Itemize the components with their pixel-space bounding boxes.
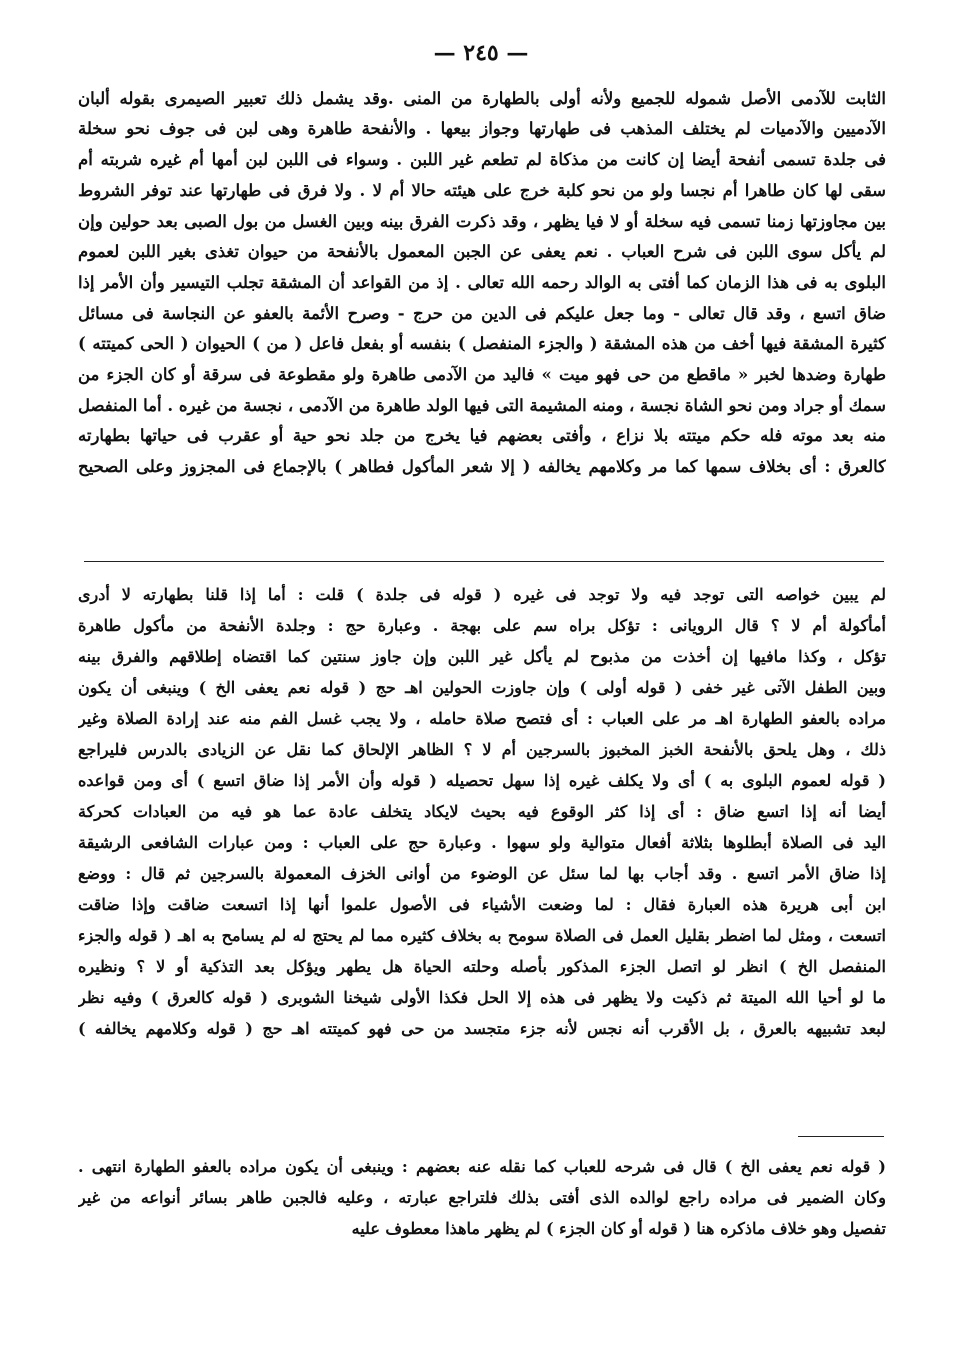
- margin-note-line: وكان الضمير فى مراده راجع لوالده الذى أفتى بذلك فلتراجع عبارته ، وعليه فالجبن طاهر بسائر أنواعه من غير: [78, 1188, 886, 1207]
- main-text-line: الثابت للآدمى الأصل شموله للجميع ولأنه أولى بالطهارة من المنى .وقد يشمل ذلك تعبير الصيمرى بقوله ألبان: [78, 89, 886, 108]
- commentary-line: ما لو أحيا الله الميتة ثم ذكيت ولا يظهر فى هذه إلا الحل فكذا الأولى شيخنا الشوبرى ( قوله كالعرق ) وفيه نظر: [78, 988, 886, 1007]
- commentary-line: لبعد تشبيهه بالعرق ، بل الأقرب أنه نجس لأنه جزء متجسد من حى فهو كميتته اهـ حج ( قوله وكلامهم يخالفه ): [78, 1019, 886, 1038]
- footnote-divider: [798, 1136, 884, 1137]
- commentary-line: ذلك ، وهل يلحق بالأنفحة الخبز المخبوز بالسرجين أم لا ؟ الظاهر الإلحاق كما نقل عن الزيادى بالدرس فليراجع: [78, 740, 886, 759]
- page-number: — ٢٤٥ —: [433, 40, 529, 66]
- section-divider: [84, 561, 884, 562]
- commentary-line: اتسعت ، ومثل لما اضطر بقليل العمل فى الصلاة سومح به بخلاف كثيره مما لم يحتج له لم يسامح به اهـ ( قوله والجزء: [78, 926, 886, 945]
- commentary-line: وبين الطفل الآتى غير خفى ( قوله أولى ) وإن جاوزت الحولين اهـ حج ( قوله نعم يعفى الخ ) وينبغى أن يكون: [78, 678, 886, 697]
- commentary-line: اليد فى الصلاة أبطلوها بثلاثة أفعال متوالية ولو سهوا . وعبارة حج على العباب : ومن عبارات الشافعى الرشيقة: [78, 833, 886, 852]
- main-text-line: منه بعد موته فله حكم ميتته بلا نزاع ، وأفتى بعضهم فيا يخرج من جلد نحو حية أو عقرب فى حياتها بطهارته: [78, 426, 886, 445]
- margin-notes-block: [78, 1152, 886, 1248]
- main-text-line: كثيرة المشقة فيها أخف من هذه المشقة ( والجزء المنفصل ) بنفسه أو بفعل فاعل ( من ) الحيوان ( الحى كميتته ): [78, 334, 886, 353]
- main-text-line: فى جلدة تسمى أنفحة أيضا إن كانت من مذكاة لم تطعم غير اللبن . وسواء فى اللبن لبن أمها أم غيره شربته أم: [78, 150, 886, 169]
- main-text-block: [78, 84, 886, 484]
- main-text-line: طهارة وضدها لخبر « ماقطع من حى فهو ميت » فاليد من الآدمى طاهرة ولو مقطوعة فى سرقة أو كان الجزء من: [78, 365, 886, 384]
- margin-note-line: ( قوله نعم يعفى الخ ) قال فى شرحه للعباب كما نقله عنه بعضهم : وينبغى أن يكون مراده بالعفو الطهارة انتهى .: [78, 1157, 886, 1176]
- commentary-line: تؤكل ، وكذا مافيها إن أخذت من مذبوح لم يأكل غير اللبن وإن جاوز سنتين كما اقتضاه إطلاقهم والفرق بينه: [78, 647, 886, 666]
- commentary-line: إذا ضاق الأمر اتسع . وقد أجاب بها لما سئل عن الوضوء من أوانى الخزف المعمولة بالسرجين ثم قال : ووضع: [78, 864, 886, 883]
- main-text-line: لم يأكل سوى اللبن فى شرح العباب . نعم يعفى عن الجبن المعمول بالأنفحة من حيوان تغذى بغير اللبن لعموم: [78, 242, 886, 261]
- commentary-line: ابن أبى هريرة هذه العبارة فقال : لما وضعت الأشياء فى الأصول علموا أنها إذا اتسعت ضاقت وإذا ضاقت: [78, 895, 886, 914]
- main-text-line: سمك أو جراد ومن نحو الشاة نجسة ، ومنه المشيمة التى فيها الولد طاهرة من الآدمى ، نجسة من غيره . أما المنفصل: [78, 396, 886, 415]
- main-text-line: كالعرق : أى بخلاف سمها كما مر وكلامهم يخالفه ( إلا شعر المأكول فطاهر ) بالإجماع فى المجزوز وعلى الصحيح: [78, 457, 886, 476]
- commentary-line: المنفصل الخ ) انظر لو اتصل الجزء المذكور بأصله وحلته الحياة هل يطهر ويؤكل بعد التذكية أو لا ؟ ونظيره: [78, 957, 886, 976]
- main-text-line: البلوى به فى هذا الزمان كما أفتى به الوالد رحمه الله تعالى . إذ من القواعد أن المشقة تجلب التيسير وأن الأمر إذا: [78, 273, 886, 292]
- main-text-line: سقى لها كان طاهرا أم نجسا ولو من نحو كلبة خرج على هيئته حالا أم لا . ولا فرق فى طهارتها عند توفر الشروط: [78, 181, 886, 200]
- margin-note-line: تفصيل وهو خلاف ماذكره هنا ( قوله أو كان الجزء ) لم يظهر ماهذا معطوف عليه: [351, 1219, 886, 1238]
- commentary-block: [78, 580, 886, 1050]
- commentary-line: أيضا أنه إذا اتسع ضاق : أى إذا كثر الوقوع فيه بحيث لايكاد يتخلف عادة عما هو فيه من العبادات كحركة: [78, 802, 886, 821]
- commentary-line: أمأكولة أم لا ؟ قال الرويانى : تؤكل براه سم على بهجة . وعبارة حج : وجلدة الأنفحة من مأكول طاهرة: [78, 616, 886, 635]
- commentary-line: ( قوله لعموم البلوى به ) أى ولا يكلف غيره إذا سهل تحصيله ( قوله وأن الأمر إذا ضاق اتسع ) أى ومن قواعده: [78, 771, 886, 790]
- commentary-line: لم يبين خواصه التى توجد فيه ولا توجد فى غيره ( قوله فى جلدة ) قلت : أما إذا قلنا بطهارته لا أدرى: [78, 585, 886, 604]
- commentary-line: مراده بالعفو الطهارة اهـ مر على العباب : أى فتصح صلاة حامله ، ولا يجب غسل الفم منه عند إرادة الصلاة وغير: [78, 709, 886, 728]
- main-text-line: الآدميين والآدميات لم يختلف المذهب فى طهارتها وجواز بيعها . والأنفحة طاهرة وهى لبن فى جوف نحو سخلة: [78, 119, 886, 138]
- main-text-line: ضاق اتسع ، وقد قال تعالى - وما جعل عليكم فى الدين من حرج - وصرح الأئمة بالعفو عن النجاسة فى مسائل: [78, 304, 886, 323]
- main-text-line: بين مجاوزتها زمنا تسمى فيه سخلة أو لا فيا يظهر ، وقد ذكرت الفرق بينه وبين الغسل من بول الصبى بعد حولين وإن: [78, 212, 886, 231]
